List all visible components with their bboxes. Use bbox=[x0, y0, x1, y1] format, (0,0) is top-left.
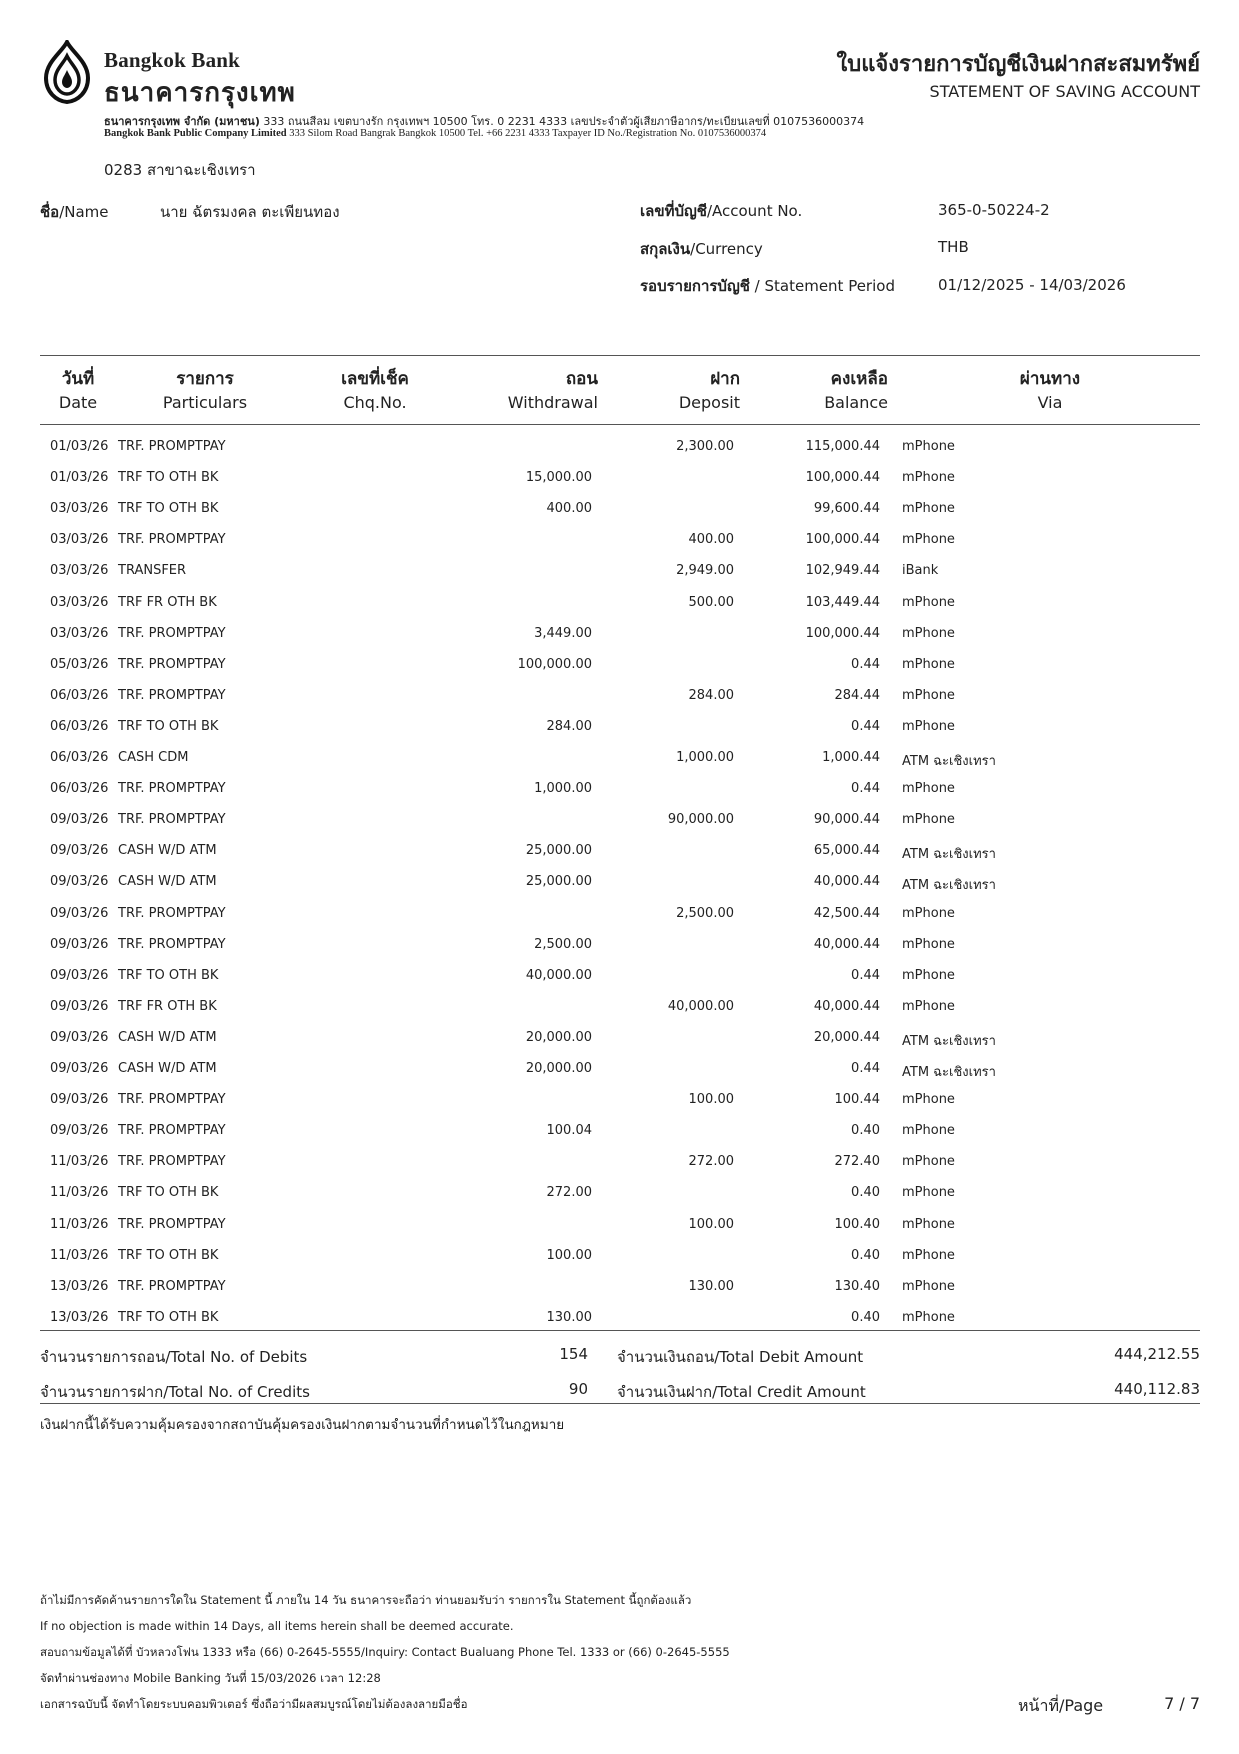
row-balance: 99,600.44 bbox=[813, 501, 880, 517]
row-date: 09/03/26 bbox=[50, 1092, 109, 1108]
row-deposit: 130.00 bbox=[688, 1278, 734, 1294]
row-balance: 1,000.44 bbox=[822, 750, 880, 765]
total-credit-amount-label: จำนวนเงินฝาก/Total Credit Amount bbox=[617, 1383, 866, 1401]
row-date: 09/03/26 bbox=[50, 967, 109, 983]
row-date: 09/03/26 bbox=[50, 1061, 109, 1076]
row-particulars: TRF. PROMPTPAY bbox=[118, 532, 226, 548]
total-credit-amount: 440,112.83 bbox=[1114, 1380, 1200, 1398]
row-withdrawal: 3,449.00 bbox=[534, 625, 592, 641]
row-via: mPhone bbox=[902, 1247, 955, 1263]
row-via: mPhone bbox=[902, 781, 955, 797]
table-row bbox=[40, 431, 1200, 462]
row-balance: 42,500.44 bbox=[813, 905, 880, 921]
row-date: 03/03/26 bbox=[50, 563, 109, 579]
row-date: 06/03/26 bbox=[50, 750, 109, 765]
row-date: 06/03/26 bbox=[50, 718, 109, 734]
row-deposit: 2,949.00 bbox=[676, 563, 734, 579]
row-withdrawal: 100.00 bbox=[546, 1247, 592, 1263]
row-balance: 102,949.44 bbox=[805, 563, 880, 579]
row-deposit: 284.00 bbox=[688, 687, 734, 703]
row-via: mPhone bbox=[902, 998, 955, 1014]
row-date: 11/03/26 bbox=[50, 1216, 109, 1232]
currency-label: สกุลเงิน/Currency bbox=[640, 240, 763, 258]
table-row bbox=[40, 929, 1200, 960]
row-via: mPhone bbox=[902, 936, 955, 952]
total-debits-count: 154 bbox=[559, 1345, 588, 1363]
row-date: 11/03/26 bbox=[50, 1247, 109, 1263]
row-balance: 103,449.44 bbox=[805, 594, 880, 610]
row-deposit: 40,000.00 bbox=[667, 998, 734, 1014]
row-date: 06/03/26 bbox=[50, 687, 109, 703]
brand-name-th: ธนาคารกรุงเทพ bbox=[104, 78, 296, 108]
row-via: iBank bbox=[902, 563, 939, 579]
row-balance: 90,000.44 bbox=[813, 812, 880, 828]
bank-address-en: Bangkok Bank Public Company Limited 333 Silom Road Bangrak Bangkok 10500 Tel. +66 2231 4333 Taxpayer ID No./Registration No. 0107536000374 bbox=[104, 128, 767, 139]
row-particulars: TRF TO OTH BK bbox=[118, 718, 219, 734]
table-row bbox=[40, 555, 1200, 586]
table-row bbox=[40, 898, 1200, 929]
table-row bbox=[40, 1084, 1200, 1115]
row-particulars: TRF TO OTH BK bbox=[118, 501, 219, 517]
row-via: mPhone bbox=[902, 1309, 955, 1325]
table-row bbox=[40, 1146, 1200, 1177]
row-balance: 20,000.44 bbox=[813, 1029, 880, 1045]
row-date: 09/03/26 bbox=[50, 936, 109, 952]
statement-period-value: 01/12/2025 - 14/03/2026 bbox=[938, 276, 1126, 294]
row-particulars: CASH CDM bbox=[118, 750, 189, 765]
row-withdrawal: 130.00 bbox=[546, 1309, 592, 1325]
row-particulars: TRF. PROMPTPAY bbox=[118, 1123, 226, 1139]
row-date: 05/03/26 bbox=[50, 656, 109, 672]
row-via: mPhone bbox=[902, 1123, 955, 1139]
row-date: 09/03/26 bbox=[50, 1123, 109, 1139]
row-balance: 100.44 bbox=[834, 1092, 880, 1108]
row-via: mPhone bbox=[902, 905, 955, 921]
row-withdrawal: 400.00 bbox=[546, 501, 592, 517]
table-row bbox=[40, 1022, 1200, 1053]
row-via: mPhone bbox=[902, 1278, 955, 1294]
total-debit-amount-label: จำนวนเงินถอน/Total Debit Amount bbox=[617, 1348, 864, 1366]
row-via: ATM ฉะเชิงเทรา bbox=[902, 878, 996, 894]
brand-name-en: Bangkok Bank bbox=[104, 48, 241, 72]
footer-objection-en: If no objection is made within 14 Days, all items herein shall be deemed accurate. bbox=[40, 1619, 514, 1633]
row-withdrawal: 100.04 bbox=[546, 1123, 592, 1139]
row-withdrawal: 2,500.00 bbox=[534, 936, 592, 952]
row-withdrawal: 1,000.00 bbox=[534, 781, 592, 797]
row-particulars: TRF FR OTH BK bbox=[118, 594, 217, 610]
name-label: ชื่อ/Name bbox=[40, 203, 109, 221]
row-via: mPhone bbox=[902, 439, 955, 454]
row-via: ATM ฉะเชิงเทรา bbox=[902, 1065, 996, 1080]
row-date: 13/03/26 bbox=[50, 1309, 109, 1325]
row-particulars: TRF. PROMPTPAY bbox=[118, 1278, 226, 1294]
row-particulars: TRF TO OTH BK bbox=[118, 1247, 219, 1263]
row-balance: 100,000.44 bbox=[805, 625, 880, 641]
row-balance: 0.44 bbox=[851, 1061, 880, 1076]
col-header-withdrawal: ถอน Withdrawal bbox=[507, 369, 598, 412]
row-particulars: TRF. PROMPTPAY bbox=[118, 812, 226, 828]
row-particulars: TRF. PROMPTPAY bbox=[118, 687, 226, 703]
table-row bbox=[40, 711, 1200, 742]
row-date: 03/03/26 bbox=[50, 501, 109, 517]
table-row bbox=[40, 1302, 1200, 1333]
row-balance: 0.44 bbox=[851, 781, 880, 797]
row-deposit: 272.00 bbox=[688, 1154, 734, 1170]
row-balance: 40,000.44 bbox=[813, 936, 880, 952]
row-balance: 0.40 bbox=[851, 1309, 880, 1325]
row-via: mPhone bbox=[902, 1092, 955, 1108]
row-via: ATM ฉะเชิงเทรา bbox=[902, 754, 996, 769]
row-particulars: CASH W/D ATM bbox=[118, 1029, 217, 1045]
table-row bbox=[40, 524, 1200, 555]
row-date: 09/03/26 bbox=[50, 843, 109, 859]
col-header-balance: คงเหลือ Balance bbox=[824, 369, 888, 412]
deposit-protection-note: เงินฝากนี้ได้รับความคุ้มครองจากสถาบันคุ้มครองเงินฝากตามจำนวนที่กำหนดไว้ในกฎหมาย bbox=[40, 1417, 565, 1433]
row-particulars: TRF. PROMPTPAY bbox=[118, 1154, 226, 1170]
table-row bbox=[40, 1177, 1200, 1208]
table-row bbox=[40, 649, 1200, 680]
table-row bbox=[40, 1271, 1200, 1302]
row-balance: 272.40 bbox=[834, 1154, 880, 1170]
table-row bbox=[40, 587, 1200, 618]
currency-value: THB bbox=[938, 238, 969, 256]
row-deposit: 1,000.00 bbox=[676, 750, 734, 765]
table-row bbox=[40, 866, 1200, 897]
row-balance: 0.40 bbox=[851, 1185, 880, 1201]
row-balance: 100,000.44 bbox=[805, 532, 880, 548]
row-withdrawal: 15,000.00 bbox=[525, 470, 592, 486]
total-debits-count-label: จำนวนรายการถอน/Total No. of Debits bbox=[40, 1348, 308, 1366]
row-particulars: TRF TO OTH BK bbox=[118, 1185, 219, 1201]
row-balance: 284.44 bbox=[834, 687, 880, 703]
branch-name: 0283 สาขาฉะเชิงเทรา bbox=[104, 161, 256, 179]
row-via: ATM ฉะเชิงเทรา bbox=[902, 1033, 996, 1049]
statement-title-en: STATEMENT OF SAVING ACCOUNT bbox=[929, 82, 1200, 101]
account-no-label: เลขที่บัญชี/Account No. bbox=[640, 202, 803, 220]
table-row bbox=[40, 960, 1200, 991]
statement-period-label: รอบรายการบัญชี / Statement Period bbox=[640, 277, 895, 295]
table-row bbox=[40, 618, 1200, 649]
table-row bbox=[40, 991, 1200, 1022]
table-row bbox=[40, 773, 1200, 804]
total-debit-amount: 444,212.55 bbox=[1114, 1345, 1200, 1363]
row-via: mPhone bbox=[902, 967, 955, 983]
row-particulars: TRF TO OTH BK bbox=[118, 470, 219, 486]
row-withdrawal: 20,000.00 bbox=[525, 1029, 592, 1045]
row-via: mPhone bbox=[902, 718, 955, 734]
table-row bbox=[40, 742, 1200, 773]
row-particulars: TRANSFER bbox=[118, 563, 187, 579]
row-balance: 0.40 bbox=[851, 1123, 880, 1139]
account-no-value: 365-0-50224-2 bbox=[938, 201, 1050, 219]
table-row bbox=[40, 493, 1200, 524]
row-deposit: 400.00 bbox=[688, 532, 734, 548]
table-top-rule bbox=[40, 355, 1200, 356]
row-via: mPhone bbox=[902, 812, 955, 828]
table-row bbox=[40, 1209, 1200, 1240]
row-balance: 0.44 bbox=[851, 967, 880, 983]
row-via: mPhone bbox=[902, 594, 955, 610]
row-date: 03/03/26 bbox=[50, 532, 109, 548]
row-particulars: TRF TO OTH BK bbox=[118, 967, 219, 983]
row-via: mPhone bbox=[902, 1185, 955, 1201]
row-deposit: 500.00 bbox=[688, 594, 734, 610]
row-balance: 0.44 bbox=[851, 656, 880, 672]
row-balance: 100,000.44 bbox=[805, 470, 880, 486]
row-via: ATM ฉะเชิงเทรา bbox=[902, 847, 996, 863]
row-particulars: TRF. PROMPTPAY bbox=[118, 905, 226, 921]
page-label: หน้าที่/Page bbox=[1018, 1696, 1104, 1715]
table-row bbox=[40, 462, 1200, 493]
row-withdrawal: 40,000.00 bbox=[525, 967, 592, 983]
row-particulars: TRF. PROMPTPAY bbox=[118, 1216, 226, 1232]
row-deposit: 100.00 bbox=[688, 1216, 734, 1232]
total-credits-count-label: จำนวนรายการฝาก/Total No. of Credits bbox=[40, 1383, 310, 1401]
row-date: 01/03/26 bbox=[50, 439, 109, 454]
row-particulars: CASH W/D ATM bbox=[118, 1061, 217, 1076]
row-balance: 115,000.44 bbox=[805, 439, 880, 454]
row-date: 01/03/26 bbox=[50, 470, 109, 486]
row-withdrawal: 284.00 bbox=[546, 718, 592, 734]
row-balance: 0.44 bbox=[851, 718, 880, 734]
row-withdrawal: 100,000.00 bbox=[517, 656, 592, 672]
row-particulars: TRF. PROMPTPAY bbox=[118, 1092, 226, 1108]
table-row bbox=[40, 1115, 1200, 1146]
table-row bbox=[40, 1053, 1200, 1084]
table-row bbox=[40, 804, 1200, 835]
row-via: mPhone bbox=[902, 656, 955, 672]
row-balance: 40,000.44 bbox=[813, 874, 880, 890]
row-date: 09/03/26 bbox=[50, 905, 109, 921]
row-particulars: TRF. PROMPTPAY bbox=[118, 656, 226, 672]
footer-generated-info: จัดทำผ่านช่องทาง Mobile Banking วันที่ 15/03/2026 เวลา 12:28 bbox=[40, 1671, 381, 1685]
row-particulars: TRF. PROMPTPAY bbox=[118, 936, 226, 952]
col-header-deposit: ฝาก Deposit bbox=[678, 369, 740, 412]
row-date: 03/03/26 bbox=[50, 594, 109, 610]
row-date: 09/03/26 bbox=[50, 812, 109, 828]
row-particulars: TRF FR OTH BK bbox=[118, 998, 217, 1014]
row-date: 11/03/26 bbox=[50, 1154, 109, 1170]
row-date: 09/03/26 bbox=[50, 1029, 109, 1045]
row-balance: 0.40 bbox=[851, 1247, 880, 1263]
row-withdrawal: 272.00 bbox=[546, 1185, 592, 1201]
row-deposit: 2,300.00 bbox=[676, 439, 734, 454]
totals-bottom-rule bbox=[40, 1403, 1200, 1404]
bank-address-th: ธนาคารกรุงเทพ จำกัด (มหาชน) 333 ถนนสีลม เขตบางรัก กรุงเทพฯ 10500 โทร. 0 2231 4333 เลขประจำตัวผู้เสียภาษีอากร/ทะเบียนเลขที่ 0107536000374 bbox=[104, 115, 865, 128]
footer-objection-th: ถ้าไม่มีการคัดค้านรายการใดใน Statement นี้ ภายใน 14 วัน ธนาคารจะถือว่า ท่านยอมรับว่า รายการใน Statement นี้ถูกต้องแล้ว bbox=[40, 1593, 692, 1607]
bangkok-bank-logo-icon bbox=[42, 40, 92, 104]
footer-inquiry: สอบถามข้อมูลได้ที่ บัวหลวงโฟน 1333 หรือ (66) 0-2645-5555/Inquiry: Contact Bualuang Phone Tel. 1333 or (66) 0-2645-5555 bbox=[40, 1645, 730, 1659]
row-via: mPhone bbox=[902, 501, 955, 517]
row-withdrawal: 25,000.00 bbox=[525, 874, 592, 890]
row-withdrawal: 25,000.00 bbox=[525, 843, 592, 859]
row-date: 09/03/26 bbox=[50, 874, 109, 890]
footer-computer-generated-note: เอกสารฉบับนี้ จัดทำโดยระบบคอมพิวเตอร์ ซึ่งถือว่ามีผลสมบูรณ์โดยไม่ต้องลงลายมือชื่อ bbox=[40, 1697, 468, 1711]
col-header-cheque-no: เลขที่เช็ค Chq.No. bbox=[341, 369, 409, 412]
col-header-date: วันที่ Date bbox=[58, 369, 98, 412]
row-particulars: TRF. PROMPTPAY bbox=[118, 439, 226, 454]
row-via: mPhone bbox=[902, 625, 955, 641]
row-particulars: TRF. PROMPTPAY bbox=[118, 781, 226, 797]
row-via: mPhone bbox=[902, 1216, 955, 1232]
page-number: 7 / 7 bbox=[1164, 1694, 1200, 1713]
row-balance: 65,000.44 bbox=[813, 843, 880, 859]
row-date: 03/03/26 bbox=[50, 625, 109, 641]
row-particulars: CASH W/D ATM bbox=[118, 843, 217, 859]
row-particulars: TRF. PROMPTPAY bbox=[118, 625, 226, 641]
row-withdrawal: 20,000.00 bbox=[525, 1061, 592, 1076]
row-balance: 40,000.44 bbox=[813, 998, 880, 1014]
table-row bbox=[40, 680, 1200, 711]
row-deposit: 100.00 bbox=[688, 1092, 734, 1108]
col-header-particulars: รายการ Particulars bbox=[162, 369, 248, 412]
row-date: 13/03/26 bbox=[50, 1278, 109, 1294]
row-via: mPhone bbox=[902, 687, 955, 703]
row-particulars: TRF TO OTH BK bbox=[118, 1309, 219, 1325]
row-balance: 100.40 bbox=[834, 1216, 880, 1232]
row-deposit: 2,500.00 bbox=[676, 905, 734, 921]
row-deposit: 90,000.00 bbox=[667, 812, 734, 828]
row-particulars: CASH W/D ATM bbox=[118, 874, 217, 890]
table-header-rule bbox=[40, 424, 1200, 425]
table-bottom-rule bbox=[40, 1330, 1200, 1331]
row-date: 06/03/26 bbox=[50, 781, 109, 797]
row-via: mPhone bbox=[902, 1154, 955, 1170]
col-header-via: ผ่านทาง Via bbox=[1019, 369, 1081, 412]
row-date: 11/03/26 bbox=[50, 1185, 109, 1201]
table-row bbox=[40, 1240, 1200, 1271]
row-balance: 130.40 bbox=[834, 1278, 880, 1294]
row-date: 09/03/26 bbox=[50, 998, 109, 1014]
account-holder-name: นาย ฉัตรมงคล ตะเพียนทอง bbox=[160, 203, 340, 221]
table-row bbox=[40, 835, 1200, 866]
row-via: mPhone bbox=[902, 532, 955, 548]
total-credits-count: 90 bbox=[568, 1380, 588, 1398]
statement-title-th: ใบแจ้งรายการบัญชีเงินฝากสะสมทรัพย์ bbox=[836, 52, 1200, 77]
row-via: mPhone bbox=[902, 470, 955, 486]
